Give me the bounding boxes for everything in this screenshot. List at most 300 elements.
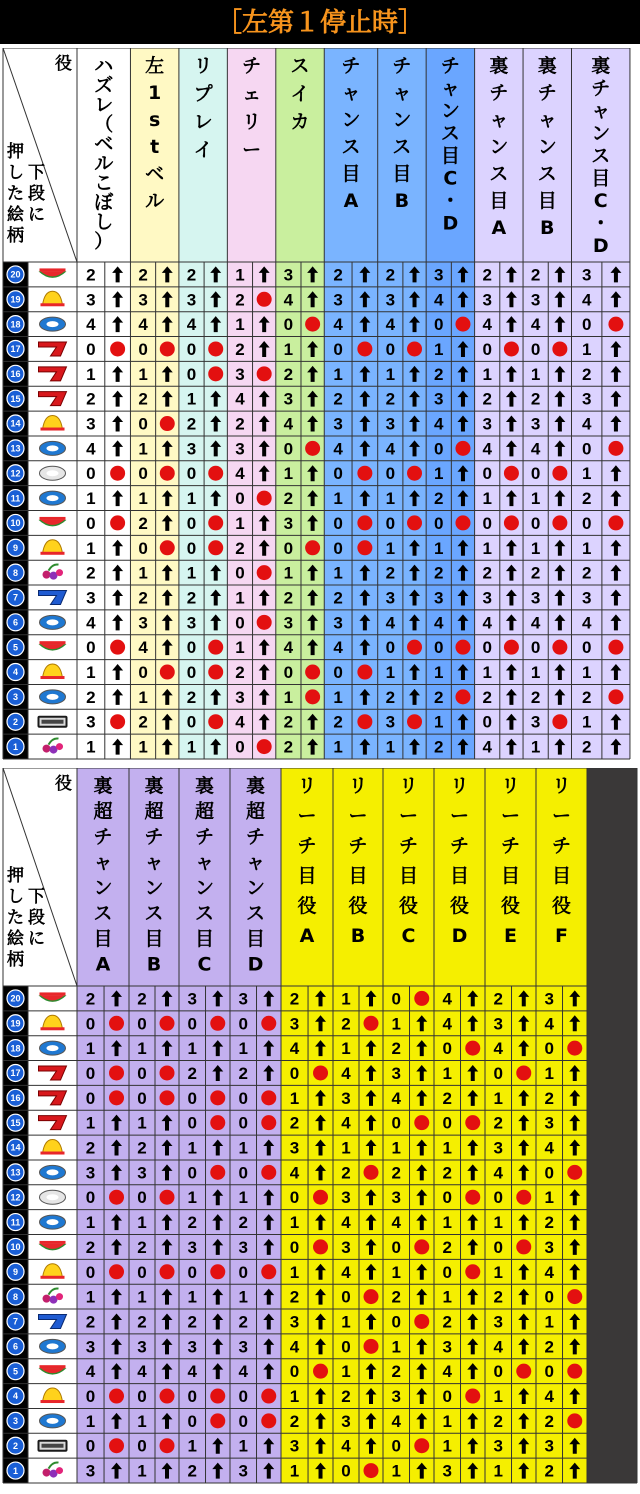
column-header-char: ャ [489, 109, 509, 131]
cell-value: 1 [86, 489, 96, 509]
red-dot-icon [313, 1065, 328, 1080]
symbol-replay-blue-icon [40, 1339, 66, 1353]
red-dot-icon [414, 1239, 429, 1254]
cell-value: 0 [186, 663, 197, 683]
column-header-char: C [197, 953, 212, 976]
column-header-char: チ [341, 55, 361, 77]
table-row [7, 1014, 580, 1033]
red-dot-icon [608, 515, 623, 530]
red-dot-icon [357, 466, 372, 481]
cell-value: 3 [581, 588, 592, 608]
column-header-char: s [149, 109, 161, 131]
column-header-char: D [451, 925, 468, 947]
column-header-char: ン [537, 136, 557, 158]
red-dot-icon [552, 515, 567, 530]
cell-value: 4 [235, 464, 245, 484]
corner-lower-char: に [28, 205, 45, 225]
cell-value: 1 [493, 1088, 503, 1108]
row-number-badge [7, 316, 24, 333]
cell-value: 3 [530, 414, 541, 434]
cell-value: 1 [138, 563, 148, 583]
cell-value: 0 [333, 339, 343, 359]
cell-value: 4 [341, 1436, 351, 1456]
cell-value: 2 [333, 389, 343, 409]
column-header-char: ン [194, 877, 215, 899]
table-row [7, 1213, 580, 1232]
column-header-char: リ [193, 55, 213, 77]
cell-value: 4 [581, 613, 592, 633]
column-header-char: リ [500, 775, 521, 797]
red-dot-icon [414, 991, 429, 1006]
corner-pressed-char: 柄 [7, 950, 24, 970]
cell-value: 3 [434, 389, 444, 409]
cell-value: 1 [238, 1287, 248, 1307]
cell-value: 4 [86, 439, 96, 459]
red-dot-icon [364, 1289, 379, 1304]
red-dot-icon [305, 540, 320, 555]
symbol-replay-blue-icon [40, 690, 66, 704]
row-number-badge [7, 713, 24, 730]
table-row [7, 1089, 580, 1108]
column-header-char: ー [348, 805, 368, 827]
cell-value: 1 [391, 1461, 401, 1481]
cell-value: 0 [391, 1113, 401, 1133]
red-dot-icon [357, 341, 372, 356]
red-dot-icon [552, 341, 567, 356]
cell-value: 2 [186, 414, 197, 434]
red-dot-icon [608, 317, 623, 332]
cell-value: 3 [341, 1188, 351, 1208]
cell-value: 4 [493, 1163, 503, 1183]
cell-value: 3 [238, 1461, 248, 1481]
column-header-char: ル [145, 190, 165, 212]
cell-value: 1 [86, 538, 96, 558]
column-header-char: リ [398, 775, 419, 797]
column-header-char: イ [193, 139, 213, 161]
red-dot-icon [552, 466, 567, 481]
cell-value: 1 [235, 513, 245, 533]
cell-value: 4 [391, 1411, 401, 1431]
row-number: 3 [12, 692, 19, 703]
cell-value: 0 [137, 1063, 147, 1083]
cell-value: 0 [341, 1337, 351, 1357]
red-dot-icon [516, 1364, 531, 1379]
row-number: 14 [10, 1142, 21, 1153]
cell-value: 2 [137, 989, 147, 1009]
cell-value: 2 [434, 563, 444, 583]
column-header-char: 裏 [591, 55, 611, 77]
row-number: 10 [10, 518, 21, 529]
cell-value: 3 [333, 613, 343, 633]
cell-value: 0 [442, 1188, 452, 1208]
column-header-char: ー [297, 805, 317, 827]
column-header-char: ス [341, 136, 361, 158]
cell-value: 0 [544, 1163, 554, 1183]
cell-value: 4 [544, 1387, 554, 1407]
row-number: 1 [12, 741, 19, 752]
row-number-badge [7, 1015, 24, 1032]
red-dot-icon [210, 1016, 225, 1031]
cell-value: 0 [85, 1088, 96, 1108]
cell-value: 1 [442, 1063, 452, 1083]
red-dot-icon [357, 540, 372, 555]
cell-value: 1 [544, 1063, 554, 1083]
cell-value: 0 [235, 737, 245, 757]
column-header-char: 1 [148, 82, 162, 104]
column-header-char: こ [94, 172, 114, 194]
cell-value: 3 [333, 290, 343, 310]
cell-value: 4 [482, 439, 492, 459]
cell-value: 1 [333, 737, 343, 757]
cell-value: 4 [341, 1063, 351, 1083]
cell-value: 2 [482, 265, 492, 285]
cell-value: 4 [333, 315, 343, 335]
cell-value: 4 [544, 1262, 554, 1282]
row-number: 2 [12, 1440, 19, 1451]
cell-value: 0 [238, 1387, 248, 1407]
row-number-badge [7, 1238, 24, 1255]
table-row [7, 1362, 582, 1381]
red-dot-icon [109, 1190, 124, 1205]
cell-value: 2 [85, 1312, 96, 1332]
red-dot-icon [257, 491, 272, 506]
cell-value: 4 [391, 1088, 401, 1108]
cell-value: 1 [138, 687, 148, 707]
corner-lower-char: 段 [28, 908, 45, 928]
red-dot-icon [160, 665, 175, 680]
row-number-badge [7, 340, 24, 357]
cell-value: 2 [581, 489, 592, 509]
cell-value: 1 [385, 489, 396, 509]
cell-value: 4 [434, 613, 444, 633]
red-dot-icon [407, 515, 422, 530]
row-number-badge [7, 365, 24, 382]
cell-value: 4 [493, 1337, 503, 1357]
cell-value: 0 [442, 1262, 452, 1282]
cell-value: 3 [385, 712, 396, 732]
column-header-char: B [350, 925, 366, 947]
red-dot-icon [465, 1389, 480, 1404]
red-dot-icon [504, 640, 519, 655]
red-dot-icon [567, 1364, 582, 1379]
row-number-badge [7, 1089, 24, 1106]
cell-value: 2 [442, 1237, 452, 1257]
red-dot-icon [455, 515, 470, 530]
cell-value: 0 [341, 1461, 351, 1481]
cell-value: 0 [289, 1362, 300, 1382]
cell-value: 0 [137, 1088, 147, 1108]
column-header-char: ー [242, 139, 262, 161]
cell-value: 4 [544, 1014, 554, 1034]
cell-value: 2 [482, 687, 492, 707]
red-dot-icon [455, 640, 470, 655]
red-dot-icon [305, 689, 320, 704]
cell-value: 2 [283, 489, 294, 509]
cell-value: 1 [137, 1287, 147, 1307]
red-dot-icon [261, 1016, 276, 1031]
column-header-char: 裏 [245, 775, 266, 797]
cell-value: 3 [86, 414, 96, 434]
cell-value: 0 [85, 1014, 96, 1034]
column-header-char: チ [93, 826, 113, 848]
cell-value: 0 [544, 1039, 554, 1059]
cell-value: 2 [581, 737, 592, 757]
cell-value: 3 [85, 1163, 96, 1183]
red-dot-icon [109, 1264, 124, 1279]
cell-value: 2 [289, 989, 300, 1009]
red-dot-icon [455, 441, 470, 456]
column-header-char: B [394, 190, 410, 212]
cell-value: 0 [187, 1163, 197, 1183]
red-dot-icon [160, 1016, 175, 1031]
cell-value: 3 [86, 712, 96, 732]
cell-value: 3 [283, 613, 294, 633]
row-number: 4 [12, 667, 19, 678]
red-dot-icon [160, 1438, 175, 1453]
cell-value: 3 [341, 1088, 351, 1108]
column-header-char: ぼ [94, 191, 114, 214]
cell-value: 0 [482, 339, 492, 359]
row-number-badge [7, 539, 24, 556]
row-number: 16 [10, 1093, 21, 1104]
cell-value: 1 [581, 538, 592, 558]
red-dot-icon [261, 1090, 276, 1105]
column-header-char: チ [194, 826, 215, 848]
column-header-char: 目 [341, 163, 361, 185]
cell-value: 0 [238, 1411, 248, 1431]
column-header-char: ャ [392, 82, 412, 104]
cell-value: 1 [138, 439, 148, 459]
cell-value: 4 [86, 613, 96, 633]
cell-value: 3 [341, 1411, 351, 1431]
column-header-char: E [504, 925, 517, 947]
column-header-char: C [401, 925, 416, 947]
table-row [7, 1437, 580, 1456]
column-header-char: 目 [398, 865, 419, 887]
cell-value: 4 [581, 290, 592, 310]
cell-value: 4 [442, 1014, 452, 1034]
row-number-badge [7, 1214, 24, 1231]
cell-value: 1 [341, 989, 351, 1009]
column-header-char: A [491, 217, 507, 239]
cell-value: 2 [493, 989, 503, 1009]
corner-pressed-char: た [7, 184, 24, 204]
cell-value: 0 [530, 339, 541, 359]
column-header-char: ス [245, 902, 266, 925]
cell-value: 0 [333, 663, 343, 683]
cell-value: 1 [442, 1411, 452, 1431]
cell-value: 0 [283, 663, 294, 683]
cell-value: 3 [137, 1163, 147, 1183]
cell-value: 1 [434, 712, 444, 732]
symbol-replay-blue-icon [40, 491, 66, 505]
red-dot-icon [465, 1115, 480, 1130]
cell-value: 2 [85, 1237, 96, 1257]
cell-value: 2 [442, 1163, 452, 1183]
column-header-char: チ [144, 826, 164, 848]
cell-value: 4 [530, 439, 541, 459]
column-header-char: 左 [145, 55, 165, 77]
corner-pressed-char: し [7, 163, 24, 183]
column-header-char: チ [398, 835, 419, 857]
cell-value: 3 [482, 290, 492, 310]
cell-value: 2 [289, 1287, 300, 1307]
cell-value: 1 [391, 1014, 401, 1034]
column-header-char: チ [500, 835, 521, 857]
row-number-badge [7, 1263, 24, 1280]
column-header-char: リ [242, 111, 262, 133]
cell-value: 4 [434, 290, 444, 310]
cell-value: 0 [442, 1113, 452, 1133]
cell-value: 0 [235, 613, 245, 633]
column-header-char: 超 [245, 800, 266, 823]
row-number: 14 [10, 418, 21, 429]
column-header-char: し [94, 211, 114, 233]
table-row [7, 1114, 580, 1133]
red-dot-icon [608, 640, 623, 655]
red-dot-icon [552, 640, 567, 655]
cell-value: 1 [238, 1188, 248, 1208]
cell-value: 4 [391, 1213, 401, 1233]
red-dot-icon [257, 739, 272, 754]
red-dot-icon [313, 1364, 328, 1379]
cell-value: 1 [434, 663, 444, 683]
cell-value: 1 [482, 663, 492, 683]
cell-value: 3 [289, 1014, 300, 1034]
red-dot-icon [407, 714, 422, 729]
column-header-char: リ [297, 775, 317, 797]
cell-value: 4 [85, 1362, 96, 1382]
red-dot-icon [160, 540, 175, 555]
cell-value: 1 [341, 1312, 351, 1332]
red-dot-icon [504, 515, 519, 530]
red-dot-icon [504, 466, 519, 481]
cell-value: 4 [333, 638, 343, 658]
column-header-char: チ [551, 835, 572, 857]
cell-value: 0 [391, 1237, 401, 1257]
column-header-char: ス [440, 122, 460, 145]
symbol-replay-blue-icon [40, 1414, 66, 1428]
row-number: 6 [12, 1341, 19, 1352]
cell-value: 2 [283, 712, 294, 732]
cell-value: 0 [544, 1287, 554, 1307]
cell-value: 0 [283, 315, 294, 335]
column-header-char: イ [290, 83, 310, 105]
cell-value: 4 [187, 1362, 197, 1382]
red-dot-icon [552, 714, 567, 729]
cell-value: 2 [86, 389, 96, 409]
cell-value: 1 [137, 1461, 147, 1481]
cell-value: 1 [138, 489, 148, 509]
cell-value: 3 [385, 588, 396, 608]
red-dot-icon [208, 540, 223, 555]
cell-value: 3 [187, 989, 197, 1009]
red-dot-icon [465, 1264, 480, 1279]
red-dot-icon [407, 341, 422, 356]
row-number: 11 [10, 1217, 21, 1228]
cell-value: 0 [235, 489, 245, 509]
cell-value: 1 [434, 339, 444, 359]
row-number-badge [7, 1363, 24, 1380]
cell-value: 0 [238, 1262, 248, 1282]
cell-value: 1 [137, 1039, 147, 1059]
cell-value: 2 [434, 364, 444, 384]
cell-value: 1 [493, 1461, 503, 1481]
column-header [591, 54, 610, 257]
cell-value: 2 [544, 1088, 554, 1108]
cell-value: 4 [137, 1362, 147, 1382]
red-dot-icon [455, 317, 470, 332]
cell-value: 2 [235, 339, 245, 359]
row-number: 8 [12, 567, 19, 578]
cell-value: 4 [289, 1039, 300, 1059]
column-header-char: ベ [94, 133, 114, 155]
cell-value: 1 [341, 1362, 351, 1382]
cell-value: 0 [187, 1262, 197, 1282]
header-corner [3, 768, 77, 986]
cell-value: 0 [493, 1063, 503, 1083]
cell-value: 1 [333, 563, 343, 583]
red-dot-icon [110, 341, 125, 356]
red-dot-icon [608, 689, 623, 704]
cell-value: 3 [581, 265, 592, 285]
cell-value: 4 [482, 737, 492, 757]
column-header-char: 裏 [194, 775, 215, 797]
cell-value: 0 [341, 1287, 351, 1307]
red-dot-icon [364, 1165, 379, 1180]
column-header-char: F [555, 925, 568, 947]
cell-value: 3 [86, 588, 96, 608]
row-number: 19 [10, 294, 21, 305]
table-row [7, 1238, 580, 1257]
cell-value: 1 [86, 364, 96, 384]
column-header-char: チ [537, 82, 557, 104]
cell-value: 4 [544, 1138, 554, 1158]
cell-value: 3 [289, 1436, 300, 1456]
column-header-char: ー [551, 805, 572, 827]
cell-value: 2 [86, 265, 96, 285]
column-header-char: 目 [489, 190, 509, 212]
red-dot-icon [504, 341, 519, 356]
cell-value: 2 [544, 1411, 554, 1431]
cell-value: 0 [482, 464, 492, 484]
cell-value: 1 [482, 489, 492, 509]
cell-value: 1 [187, 1188, 197, 1208]
cell-value: 0 [86, 339, 96, 359]
cell-value: 1 [289, 1088, 300, 1108]
row-number-badge [7, 1412, 24, 1429]
column-header-char: C [443, 167, 458, 190]
symbol-bar-black-icon [38, 1440, 68, 1452]
column-header-char: リ [449, 775, 470, 797]
red-dot-icon [364, 1463, 379, 1478]
cell-value: 3 [186, 439, 197, 459]
corner-lower-char: 下 [28, 887, 45, 907]
cell-value: 2 [530, 687, 541, 707]
cell-value: 0 [391, 1312, 401, 1332]
cell-value: 2 [581, 364, 592, 384]
column-header-char: 超 [144, 800, 164, 823]
cell-value: 1 [283, 339, 294, 359]
red-dot-icon [160, 1389, 175, 1404]
cell-value: 2 [85, 1138, 96, 1158]
table-row [7, 1188, 580, 1207]
column-header [94, 55, 114, 253]
table-row [7, 1337, 580, 1356]
cell-value: 3 [442, 1337, 452, 1357]
cell-value: 4 [482, 613, 492, 633]
cell-value: 1 [85, 1113, 96, 1133]
